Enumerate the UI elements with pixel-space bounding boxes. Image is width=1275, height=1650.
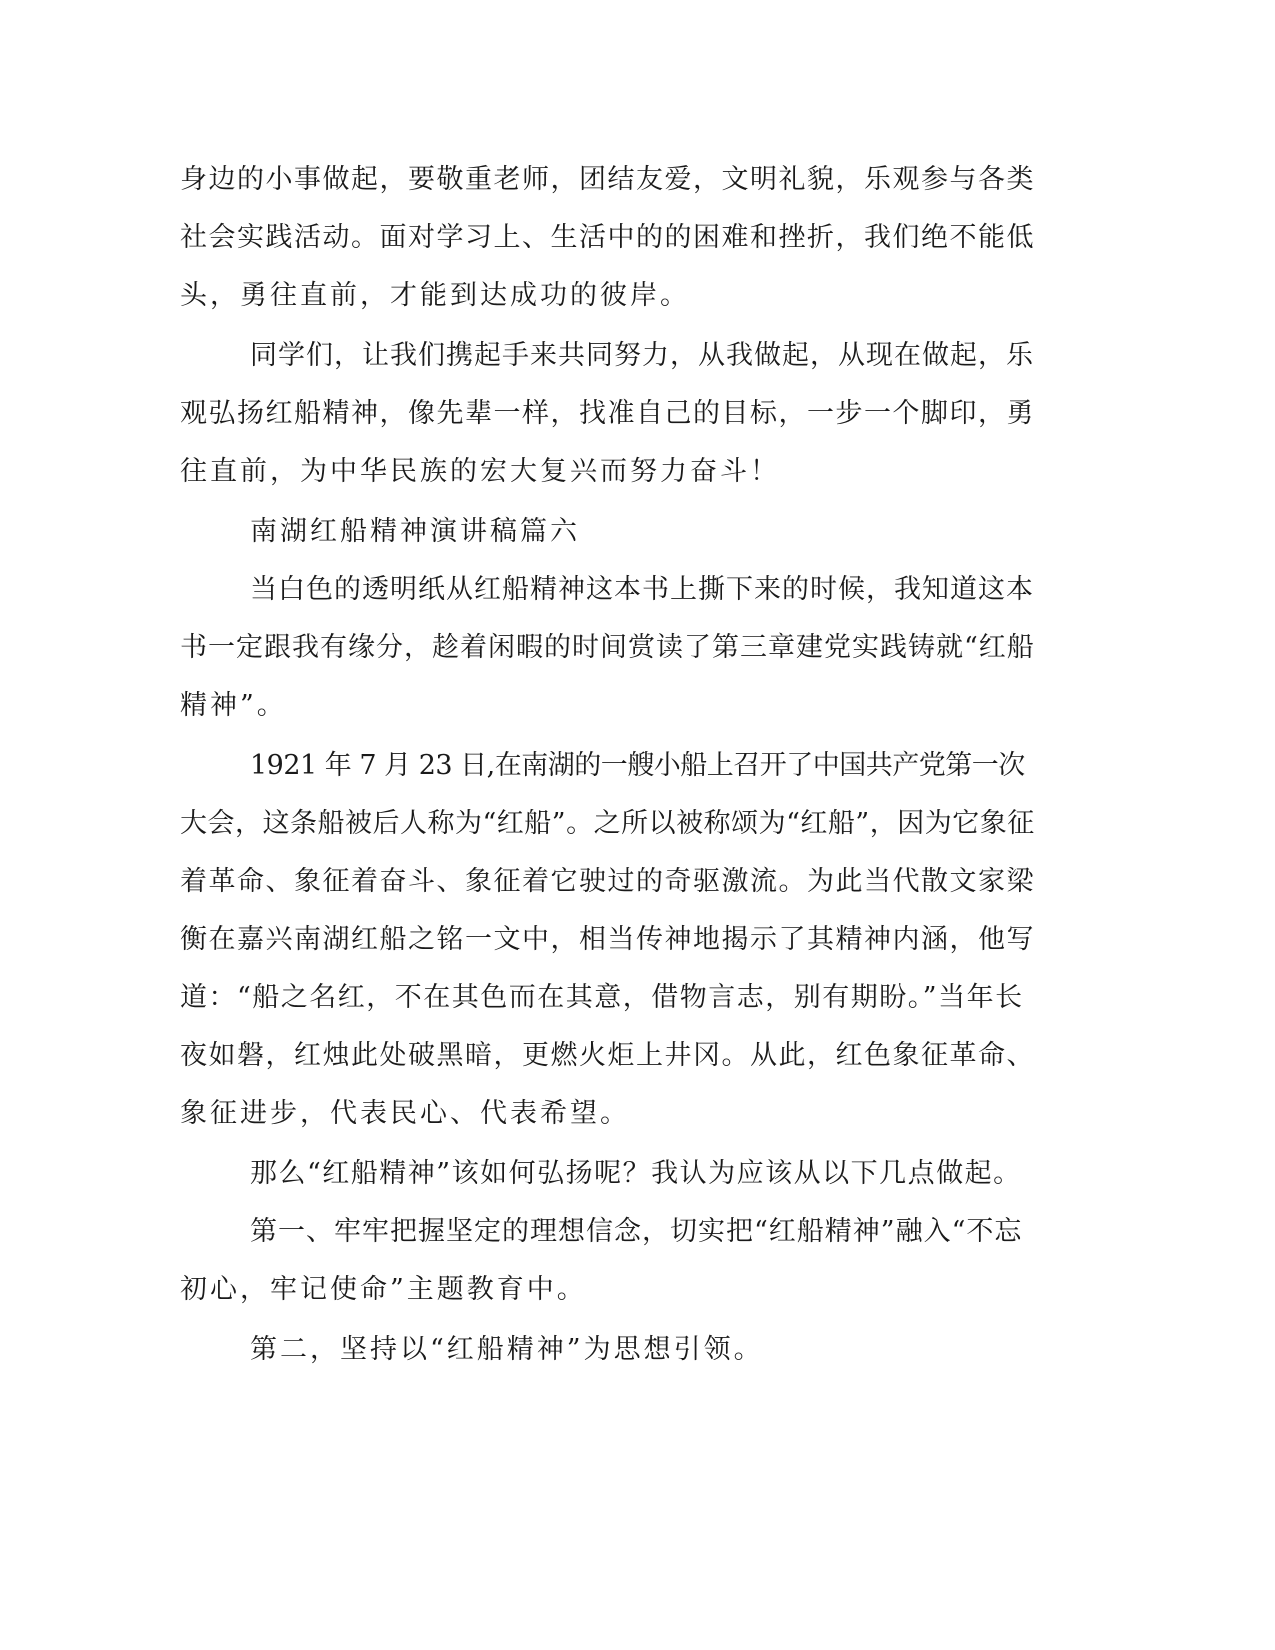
text-line: 观弘扬红船精神，像先辈一样，找准自己的目标，一步一个脚印，勇 <box>180 398 1035 429</box>
text-line: 象征进步，代表民心、代表希望。 <box>180 1098 630 1129</box>
text-line: 衡在嘉兴南湖红船之铭一文中，相当传神地揭示了其精神内涵，他写 <box>180 924 1035 955</box>
text-line: 夜如磐，红烛此处破黑暗，更燃火炬上井冈。从此，红色象征革命、 <box>180 1040 1035 1071</box>
text-line: 当白色的透明纸从红船精神这本书上撕下来的时候，我知道这本 <box>250 574 1034 605</box>
text-line: 精神”。 <box>180 690 287 721</box>
section-heading: 南湖红船精神演讲稿篇六 <box>250 516 580 547</box>
text-line: 社会实践活动。面对学习上、生活中的的困难和挫折，我们绝不能低 <box>180 222 1035 253</box>
text-line: 1921 年 7 月 23 日,在南湖的一艘小船上召开了中国共产党第一次 <box>250 750 1025 781</box>
text-line: 初心，牢记使命”主题教育中。 <box>180 1274 587 1305</box>
text-line: 头，勇往直前，才能到达成功的彼岸。 <box>180 280 690 311</box>
text-line: 第一、牢牢把握坚定的理想信念，切实把“红船精神”融入“不忘 <box>250 1216 1023 1247</box>
text-line: 书一定跟我有缘分，趁着闲暇的时间赏读了第三章建党实践铸就“红船 <box>180 632 1035 663</box>
text-line: 大会，这条船被后人称为“红船”。之所以被称颂为“红船”，因为它象征 <box>180 808 1035 839</box>
text-line: 身边的小事做起，要敬重老师，团结友爱，文明礼貌，乐观参与各类 <box>180 164 1035 195</box>
text-line: 那么“红船精神”该如何弘扬呢？我认为应该从以下几点做起。 <box>250 1158 1022 1189</box>
text-line: 往直前，为中华民族的宏大复兴而努力奋斗！ <box>180 456 780 487</box>
text-line: 着革命、象征着奋斗、象征着它驶过的奇驱激流。为此当代散文家梁 <box>180 866 1035 897</box>
text-line: 第二，坚持以“红船精神”为思想引领。 <box>250 1334 764 1365</box>
text-line: 同学们，让我们携起手来共同努力，从我做起，从现在做起，乐 <box>250 340 1034 371</box>
text-line: 道：“船之名红，不在其色而在其意，借物言志，别有期盼。”当年长 <box>180 982 1024 1013</box>
